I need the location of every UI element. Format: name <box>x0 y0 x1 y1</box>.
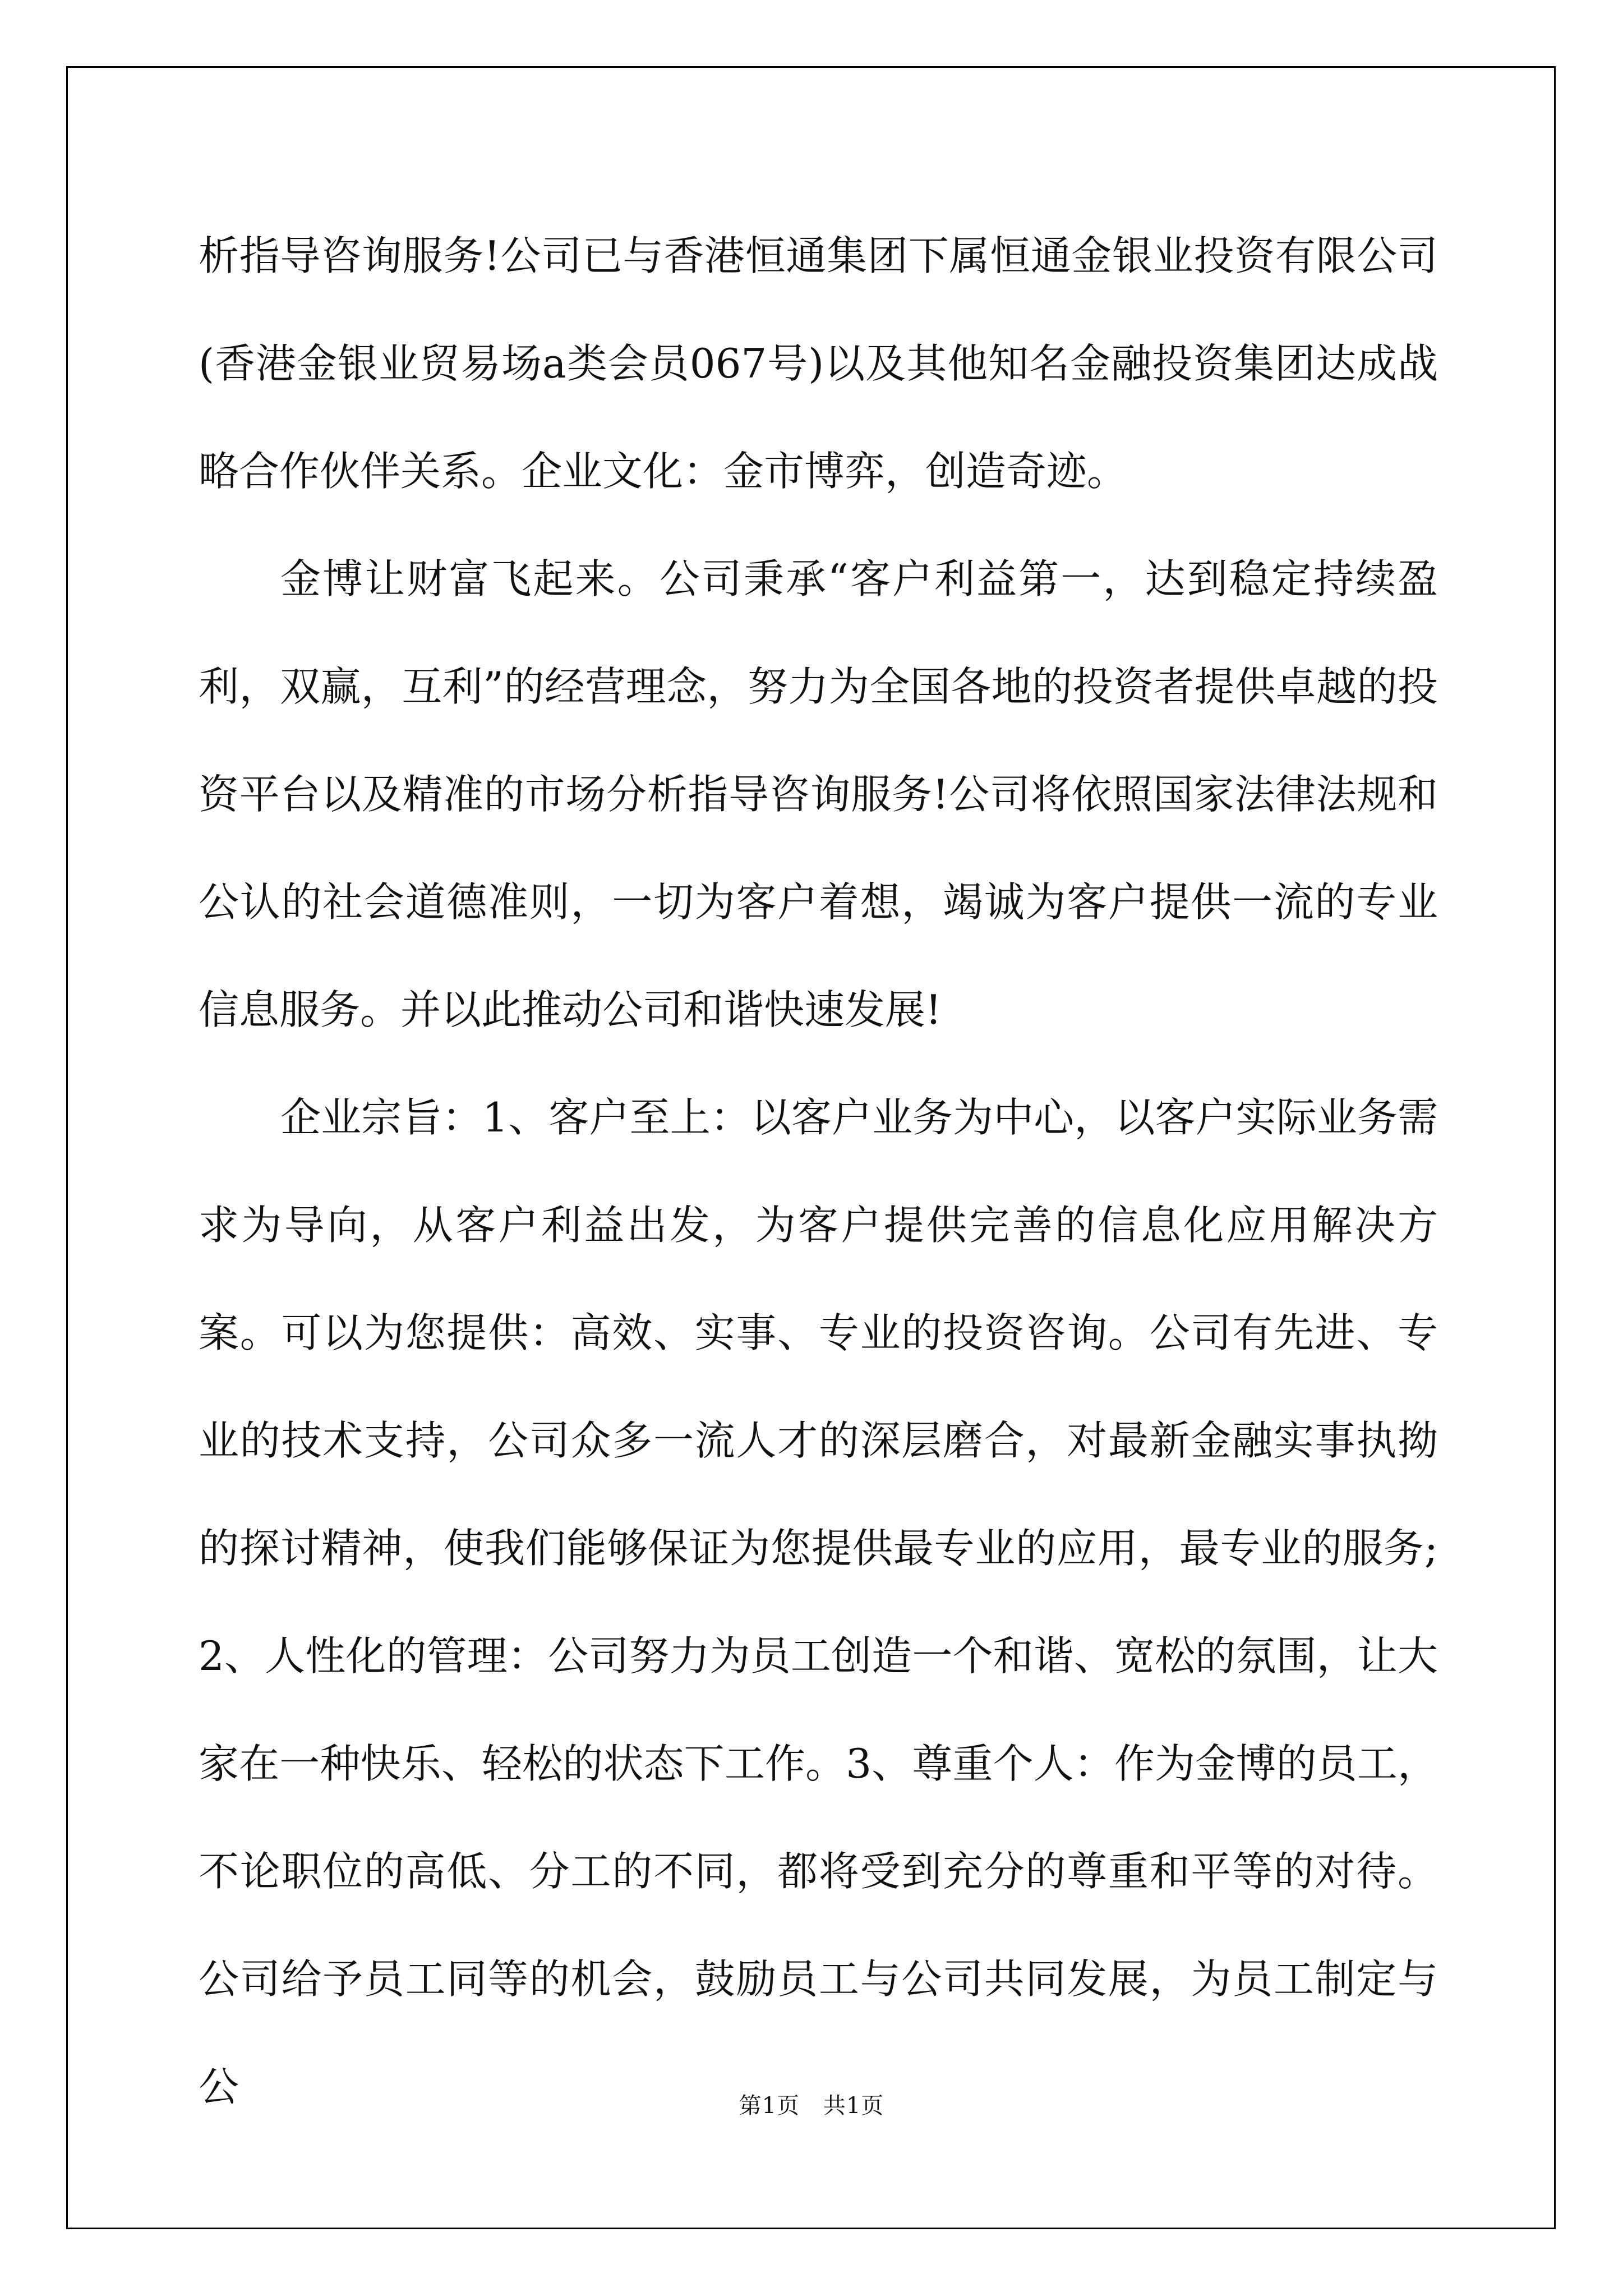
paragraph-1: 析指导咨询服务!公司已与香港恒通集团下属恒通金银业投资有限公司(香港金银业贸易场a类会员067号)以及其他知名金融投资集团达成战略合作伙伴关系。企业文化：金市博弈，创造奇迹。 <box>199 232 1438 495</box>
paragraph-2: 金博让财富飞起来。公司秉承“客户利益第一，达到稳定持续盈利，双赢，互利”的经营理念，努力为全国各地的投资者提供卓越的投资平台以及精准的市场分析指导咨询服务!公司将依照国家法律法规和公认的社会道德准则，一切为客户着想，竭诚为客户提供一流的专业信息服务。并以此推动公司和谐快速发展! <box>199 555 1438 1033</box>
document-body <box>199 202 1438 2141</box>
page-number-total: 共1页 <box>823 2093 884 2119</box>
paragraph-3: 企业宗旨：1、客户至上：以客户业务为中心，以客户实际业务需求为导向，从客户利益出发，为客户提供完善的信息化应用解决方案。可以为您提供：高效、实事、专业的投资咨询。公司有先进、专业的技术支持，公司众多一流人才的深层磨合，对最新金融实事执拗的探讨精神，使我们能够保证为您提供最专业的应用，最专业的服务;2、人性化的管理：公司努力为员工创造一个和谐、宽松的氛围，让大家在一种快乐、轻松的状态下工作。3、尊重个人：作为金博的员工，不论职位的高低、分工的不同，都将受到充分的尊重和平等的对待。公司给予员工同等的机会，鼓励员工与公司共同发展，为员工制定与公 <box>199 1094 1438 2110</box>
page-number-current: 第1页 <box>739 2093 800 2119</box>
page-footer <box>0 2088 1623 2120</box>
